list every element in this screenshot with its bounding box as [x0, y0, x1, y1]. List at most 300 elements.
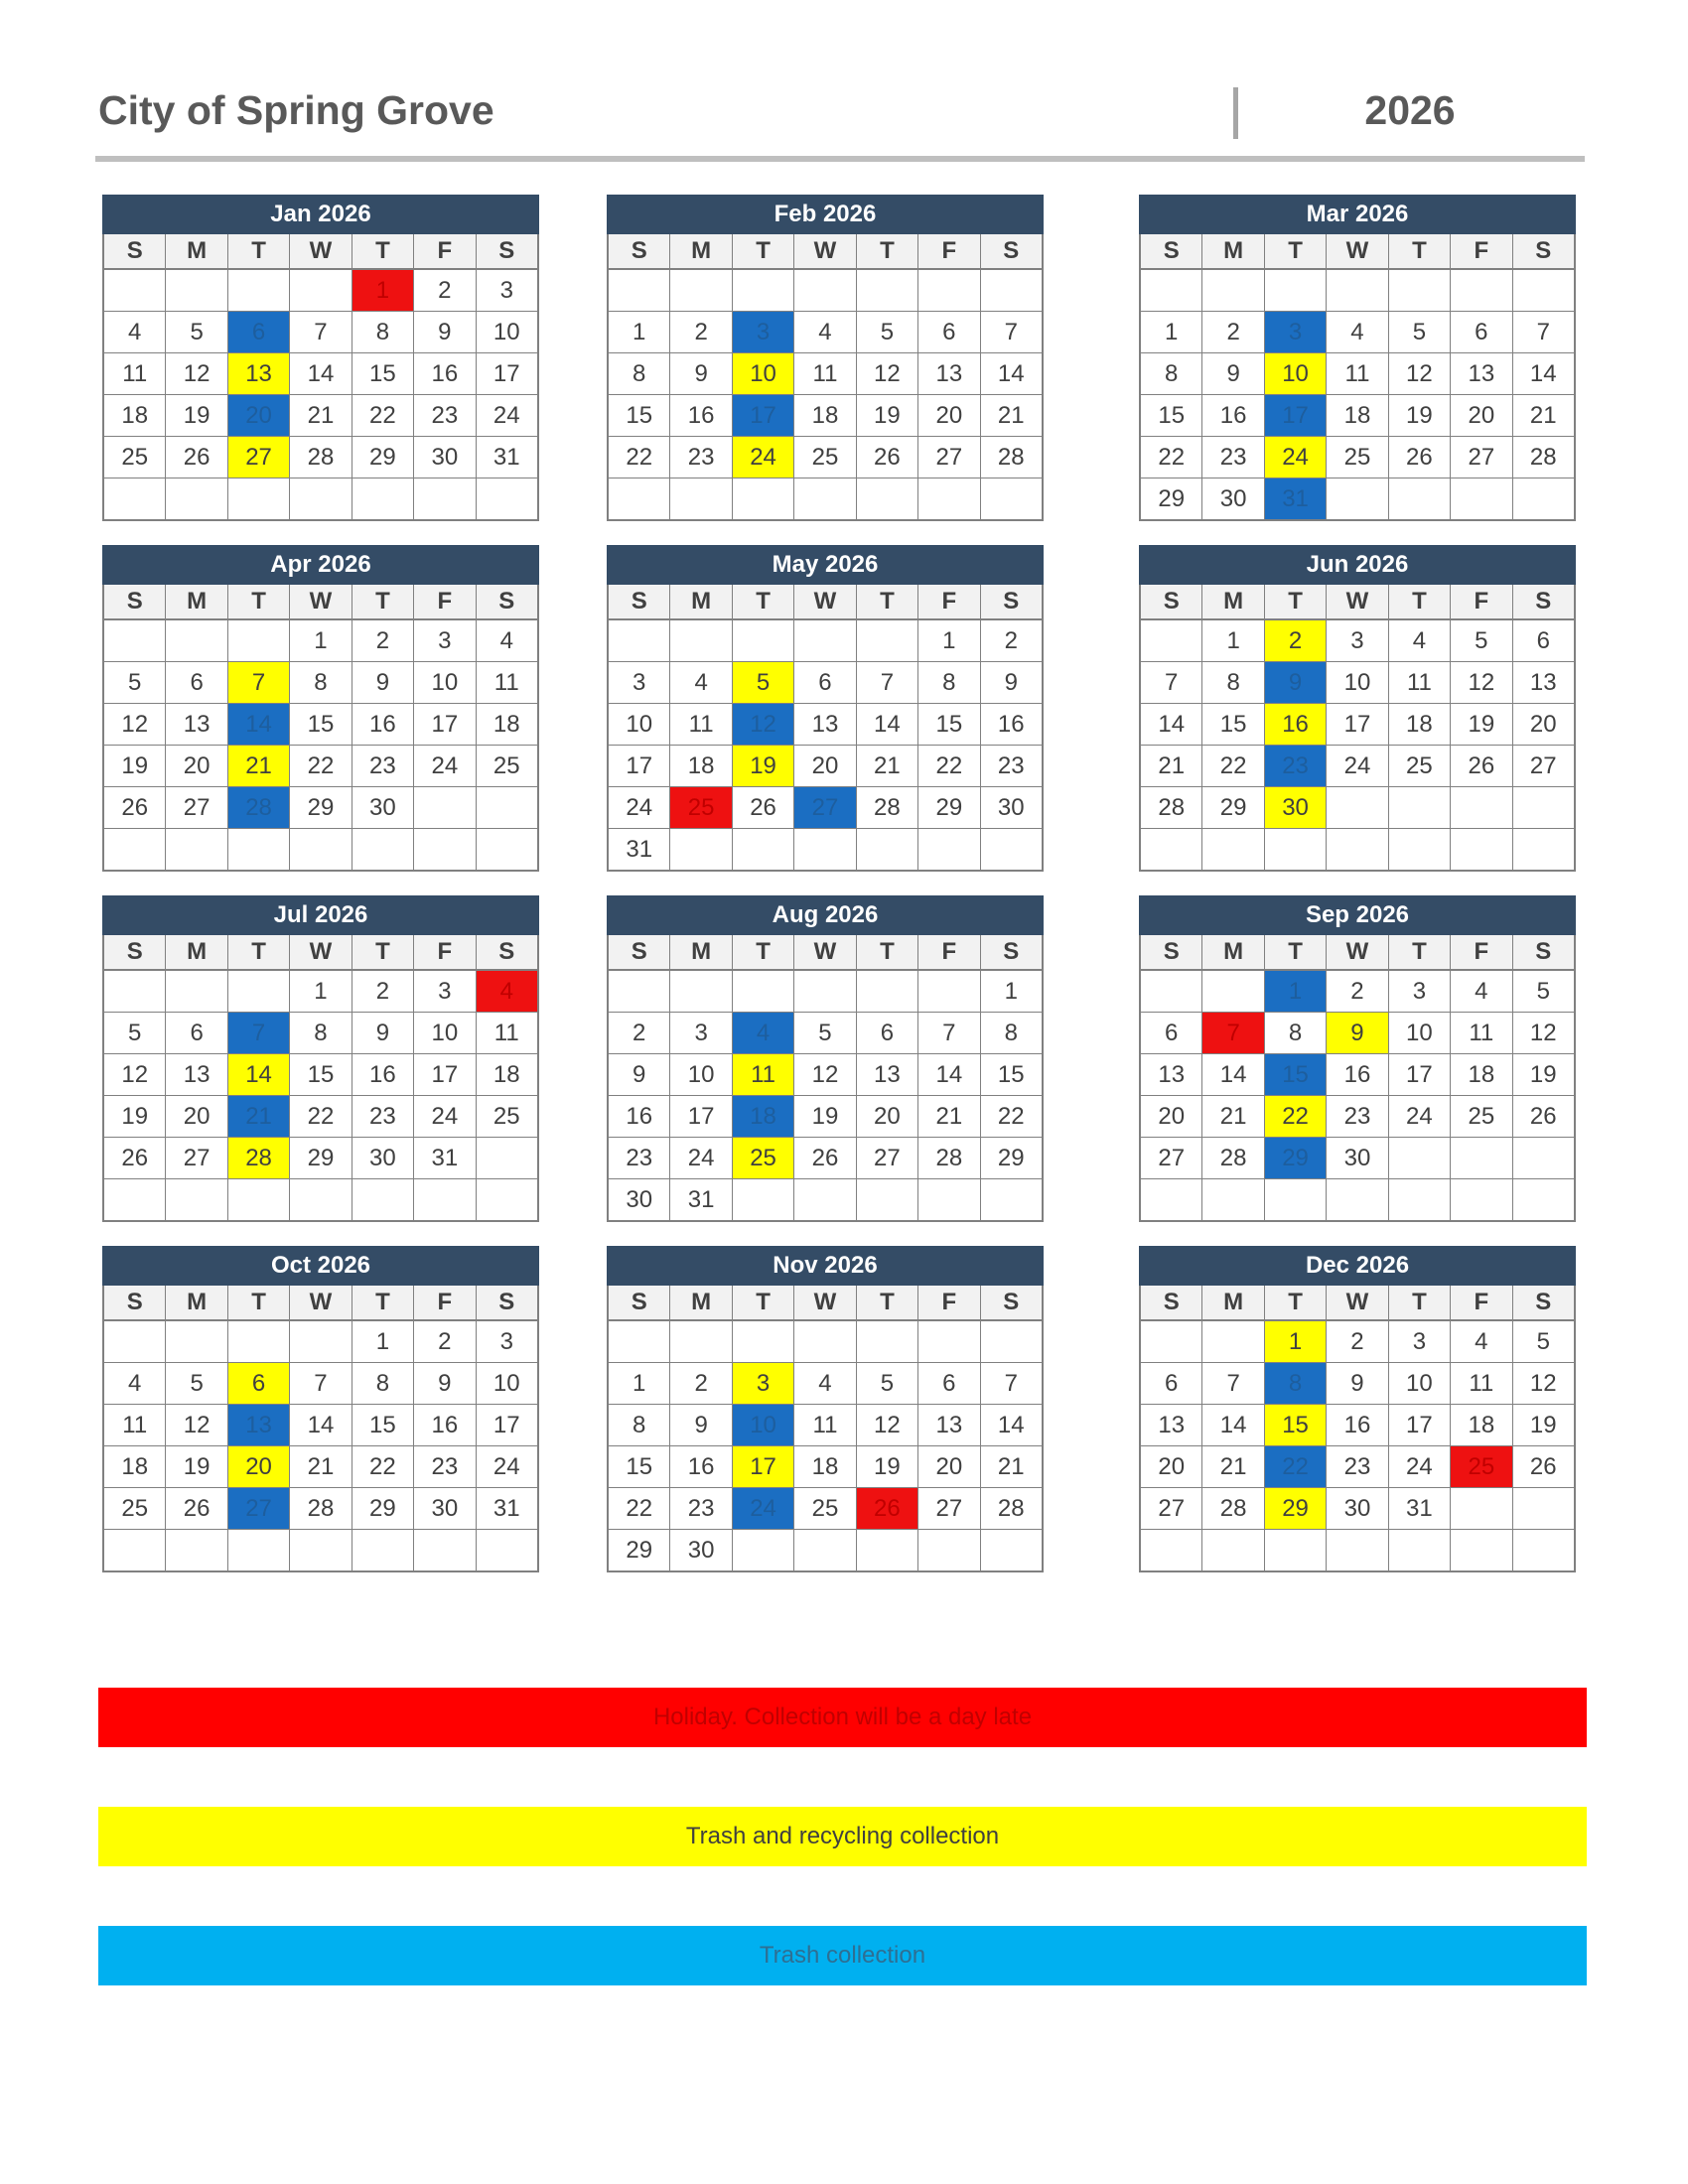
month-calendar	[607, 545, 1044, 872]
day-cell-trash: 6	[228, 312, 290, 352]
day-cell: 16	[670, 1446, 732, 1487]
weekday-label: F	[918, 935, 980, 969]
weekday-header-row	[104, 234, 537, 270]
day-cell: 19	[166, 395, 227, 436]
day-cell: 12	[857, 353, 918, 394]
day-cell: 19	[857, 395, 918, 436]
week-row	[1141, 971, 1574, 1013]
day-cell	[290, 270, 352, 311]
day-cell: 4	[1327, 312, 1388, 352]
week-row	[104, 971, 537, 1013]
day-cell: 4	[794, 312, 856, 352]
day-cell	[981, 1530, 1042, 1570]
day-cell: 1	[1141, 312, 1202, 352]
day-cell: 18	[492, 710, 520, 738]
week-row	[104, 312, 537, 353]
day-cell: 26	[104, 787, 166, 828]
day-cell: 16	[997, 710, 1025, 738]
day-cell: 2	[1327, 971, 1388, 1012]
day-cell-holiday: 26	[857, 1488, 918, 1529]
month-grid	[102, 234, 539, 521]
day-cell: 23	[997, 751, 1025, 779]
day-cell: 21	[1202, 1446, 1264, 1487]
day-cell: 18	[1451, 1405, 1512, 1445]
weekday-label: S	[1141, 234, 1202, 268]
day-cell	[290, 1179, 352, 1220]
week-row	[104, 620, 537, 662]
day-cell-recycle: 5	[733, 662, 794, 703]
day-cell	[228, 971, 290, 1012]
month-calendar	[102, 1246, 539, 1572]
day-cell: 16	[414, 353, 476, 394]
day-cell: 19	[1451, 704, 1512, 745]
day-cell	[918, 478, 980, 519]
day-cell: 5	[1451, 620, 1512, 661]
day-cell	[228, 270, 290, 311]
calendar-year: 2026	[1364, 87, 1456, 133]
day-cell: 9	[414, 312, 476, 352]
day-cell	[733, 829, 794, 870]
day-cell	[1513, 1179, 1574, 1220]
day-cell: 31	[1389, 1488, 1451, 1529]
day-cell: 4	[1451, 971, 1512, 1012]
day-cell: 31	[609, 829, 670, 870]
day-cell	[981, 1179, 1042, 1220]
day-cell-trash: 10	[733, 1405, 794, 1445]
weekday-label: W	[794, 1286, 856, 1319]
weekday-label: S	[1535, 237, 1552, 264]
day-cell: 18	[492, 1060, 520, 1088]
day-cell	[228, 478, 290, 519]
day-cell: 14	[1202, 1054, 1264, 1095]
day-cell: 1	[290, 971, 352, 1012]
weekday-header-row	[609, 935, 1042, 971]
day-cell: 7	[1202, 1363, 1264, 1404]
day-cell: 10	[414, 662, 476, 703]
day-cell: 2	[352, 971, 414, 1012]
day-cell: 14	[997, 359, 1025, 387]
day-cell	[1327, 1530, 1388, 1570]
month-title: Apr 2026	[102, 545, 539, 585]
month-grid	[607, 1286, 1044, 1572]
day-cell: 21	[857, 746, 918, 786]
day-cell: 14	[290, 1405, 352, 1445]
day-cell: 16	[352, 1054, 414, 1095]
day-cell: 25	[104, 437, 166, 478]
day-cell: 21	[1202, 1096, 1264, 1137]
week-row	[1141, 1488, 1574, 1530]
day-cell: 23	[352, 746, 414, 786]
day-cell	[857, 270, 918, 311]
day-cell: 15	[997, 1060, 1025, 1088]
week-row	[609, 662, 1042, 704]
day-cell-trash: 18	[733, 1096, 794, 1137]
day-cell: 27	[918, 437, 980, 478]
day-cell: 16	[352, 704, 414, 745]
week-row	[104, 662, 537, 704]
day-cell: 22	[609, 437, 670, 478]
day-cell: 23	[1202, 437, 1264, 478]
day-cell: 21	[290, 1446, 352, 1487]
day-cell-trash: 3	[733, 312, 794, 352]
day-cell: 29	[997, 1144, 1025, 1171]
week-row	[1141, 829, 1574, 870]
day-cell	[166, 1530, 227, 1570]
week-row	[1141, 270, 1574, 312]
day-cell	[794, 1321, 856, 1362]
weekday-label: T	[733, 585, 794, 618]
day-cell: 15	[609, 1446, 670, 1487]
week-row	[1141, 1013, 1574, 1054]
month-calendar	[607, 195, 1044, 521]
day-cell: 3	[670, 1013, 732, 1053]
weekday-label: T	[1265, 234, 1327, 268]
day-cell: 14	[290, 353, 352, 394]
day-cell	[981, 270, 1042, 311]
day-cell	[918, 1530, 980, 1570]
weekday-label: S	[104, 585, 166, 618]
day-cell: 29	[609, 1530, 670, 1570]
day-cell: 22	[1141, 437, 1202, 478]
weekday-label: S	[1141, 585, 1202, 618]
day-cell: 5	[1389, 312, 1451, 352]
month-calendar	[102, 195, 539, 521]
day-cell: 17	[1327, 704, 1388, 745]
day-cell: 29	[918, 787, 980, 828]
week-row	[104, 1138, 537, 1179]
day-cell	[794, 1530, 856, 1570]
month-calendar	[102, 895, 539, 1222]
day-cell: 27	[857, 1138, 918, 1178]
day-cell	[609, 971, 670, 1012]
weekday-label: M	[166, 935, 227, 969]
day-cell	[477, 829, 537, 870]
day-cell: 13	[1451, 353, 1512, 394]
month-grid	[102, 585, 539, 872]
day-cell: 20	[1529, 710, 1557, 738]
week-row	[609, 1138, 1042, 1179]
weekday-label: T	[352, 1286, 414, 1319]
weekday-label: F	[1451, 1286, 1512, 1319]
week-row	[104, 829, 537, 870]
weekday-label: M	[670, 1286, 732, 1319]
month-title: Sep 2026	[1139, 895, 1576, 935]
weekday-header-row	[104, 935, 537, 971]
weekday-label: T	[733, 1286, 794, 1319]
week-row	[1141, 704, 1574, 746]
day-cell	[1202, 1179, 1264, 1220]
day-cell: 8	[1202, 662, 1264, 703]
month-title: Oct 2026	[102, 1246, 539, 1286]
day-cell: 9	[1004, 668, 1018, 696]
header-divider	[1233, 87, 1238, 139]
day-cell-holiday: 25	[670, 787, 732, 828]
day-cell: 19	[1529, 1411, 1557, 1438]
day-cell	[1389, 787, 1451, 828]
day-cell	[104, 971, 166, 1012]
day-cell: 11	[493, 668, 519, 696]
day-cell: 11	[794, 1405, 856, 1445]
day-cell: 20	[1141, 1446, 1202, 1487]
day-cell-recycle: 6	[228, 1363, 290, 1404]
day-cell	[1513, 787, 1574, 828]
month-title: Jul 2026	[102, 895, 539, 935]
weekday-header-row	[609, 1286, 1042, 1321]
day-cell: 27	[1451, 437, 1512, 478]
day-cell: 20	[918, 395, 980, 436]
weekday-label: M	[166, 585, 227, 618]
day-cell-recycle: 2	[1265, 620, 1327, 661]
week-row	[1141, 1054, 1574, 1096]
day-cell: 1	[290, 620, 352, 661]
day-cell	[228, 1179, 290, 1220]
day-cell: 18	[794, 395, 856, 436]
day-cell: 13	[918, 1405, 980, 1445]
day-cell	[609, 1321, 670, 1362]
day-cell-holiday: 7	[1202, 1013, 1264, 1053]
week-row	[1141, 1096, 1574, 1138]
day-cell	[670, 1321, 732, 1362]
week-row	[609, 353, 1042, 395]
day-cell: 16	[1327, 1054, 1388, 1095]
month-calendar	[607, 895, 1044, 1222]
day-cell: 23	[1327, 1446, 1388, 1487]
day-cell	[104, 478, 166, 519]
day-cell: 6	[1536, 626, 1550, 654]
weekday-header-row	[1141, 234, 1574, 270]
day-cell	[733, 478, 794, 519]
day-cell: 26	[166, 437, 227, 478]
week-row	[104, 1013, 537, 1054]
day-cell-recycle: 19	[733, 746, 794, 786]
day-cell: 6	[857, 1013, 918, 1053]
day-cell: 1	[1004, 977, 1018, 1005]
day-cell-recycle: 9	[1327, 1013, 1388, 1053]
week-row	[1141, 1179, 1574, 1220]
day-cell-recycle: 10	[733, 353, 794, 394]
month-grid	[1139, 935, 1576, 1222]
day-cell: 1	[352, 1321, 414, 1362]
legend-recycling: Trash and recycling collection	[98, 1807, 1587, 1866]
week-row	[104, 353, 537, 395]
week-row	[1141, 437, 1574, 478]
day-cell: 6	[166, 1013, 227, 1053]
day-cell: 30	[609, 1179, 670, 1220]
day-cell: 8	[1141, 353, 1202, 394]
day-cell: 1	[918, 620, 980, 661]
day-cell: 30	[414, 1488, 476, 1529]
day-cell-trash: 27	[228, 1488, 290, 1529]
day-cell: 8	[1004, 1019, 1018, 1046]
day-cell-holiday: 25	[1451, 1446, 1512, 1487]
week-row	[609, 1446, 1042, 1488]
day-cell: 23	[414, 395, 476, 436]
day-cell: 8	[609, 353, 670, 394]
day-cell: 2	[609, 1013, 670, 1053]
day-cell: 4	[104, 312, 166, 352]
day-cell: 22	[352, 1446, 414, 1487]
day-cell	[918, 971, 980, 1012]
month-title: Jun 2026	[1139, 545, 1576, 585]
day-cell: 4	[670, 662, 732, 703]
day-cell: 2	[352, 620, 414, 661]
day-cell: 2	[1004, 626, 1018, 654]
day-cell	[104, 1179, 166, 1220]
month-title: Aug 2026	[607, 895, 1044, 935]
day-cell: 4	[1389, 620, 1451, 661]
weekday-label: M	[670, 234, 732, 268]
day-cell: 23	[352, 1096, 414, 1137]
day-cell: 25	[492, 1102, 520, 1130]
day-cell: 5	[1536, 977, 1550, 1005]
day-cell: 20	[166, 746, 227, 786]
day-cell	[414, 787, 476, 828]
week-row	[104, 1096, 537, 1138]
day-cell	[352, 1179, 414, 1220]
day-cell	[228, 1321, 290, 1362]
day-cell: 7	[857, 662, 918, 703]
day-cell	[414, 1179, 476, 1220]
day-cell	[857, 1530, 918, 1570]
day-cell: 11	[1451, 1363, 1512, 1404]
day-cell: 24	[1389, 1446, 1451, 1487]
weekday-label: T	[1389, 935, 1451, 969]
day-cell-trash: 12	[733, 704, 794, 745]
day-cell: 23	[670, 1488, 732, 1529]
day-cell	[794, 829, 856, 870]
day-cell	[1451, 829, 1512, 870]
day-cell-trash: 13	[228, 1405, 290, 1445]
day-cell: 9	[352, 1013, 414, 1053]
day-cell: 23	[414, 1446, 476, 1487]
day-cell	[733, 1530, 794, 1570]
day-cell: 11	[794, 353, 856, 394]
day-cell: 13	[166, 704, 227, 745]
day-cell: 13	[1529, 668, 1557, 696]
day-cell: 16	[1202, 395, 1264, 436]
day-cell: 30	[1202, 478, 1264, 519]
day-cell: 11	[1451, 1013, 1512, 1053]
week-row	[609, 746, 1042, 787]
day-cell	[1141, 829, 1202, 870]
day-cell: 26	[733, 787, 794, 828]
day-cell	[794, 270, 856, 311]
day-cell	[166, 270, 227, 311]
day-cell: 15	[352, 1405, 414, 1445]
day-cell: 13	[166, 1054, 227, 1095]
day-cell-trash: 31	[1265, 478, 1327, 519]
day-cell: 22	[290, 746, 352, 786]
day-cell	[1327, 829, 1388, 870]
day-cell	[352, 1530, 414, 1570]
week-row	[609, 1321, 1042, 1363]
day-cell	[1389, 829, 1451, 870]
day-cell: 21	[1141, 746, 1202, 786]
day-cell: 28	[1529, 443, 1557, 471]
day-cell: 23	[1327, 1096, 1388, 1137]
day-cell: 18	[1389, 704, 1451, 745]
day-cell: 7	[1004, 1369, 1018, 1397]
weekday-label: W	[1327, 585, 1388, 618]
day-cell	[918, 270, 980, 311]
weekday-label: M	[1202, 585, 1264, 618]
day-cell	[1265, 270, 1327, 311]
day-cell	[670, 829, 732, 870]
day-cell-recycle: 3	[733, 1363, 794, 1404]
weekday-label: S	[1535, 1289, 1552, 1315]
day-cell: 9	[670, 1405, 732, 1445]
day-cell-trash: 15	[1265, 1054, 1327, 1095]
day-cell: 21	[997, 401, 1025, 429]
week-row	[1141, 662, 1574, 704]
day-cell: 3	[1327, 620, 1388, 661]
day-cell	[1451, 478, 1512, 519]
day-cell: 10	[1389, 1013, 1451, 1053]
day-cell: 25	[794, 437, 856, 478]
day-cell: 7	[1536, 318, 1550, 345]
week-row	[104, 270, 537, 312]
week-row	[1141, 1530, 1574, 1570]
day-cell-recycle: 25	[733, 1138, 794, 1178]
day-cell: 17	[414, 704, 476, 745]
day-cell: 9	[1327, 1363, 1388, 1404]
day-cell: 11	[493, 1019, 519, 1046]
month-calendar	[1139, 545, 1576, 872]
day-cell-trash: 8	[1265, 1363, 1327, 1404]
day-cell: 30	[670, 1530, 732, 1570]
week-row	[609, 395, 1042, 437]
weekday-label: S	[498, 237, 515, 264]
day-cell	[1202, 270, 1264, 311]
day-cell	[352, 829, 414, 870]
day-cell	[166, 829, 227, 870]
day-cell	[1202, 971, 1264, 1012]
weekday-label: S	[1003, 237, 1020, 264]
day-cell: 20	[1451, 395, 1512, 436]
day-cell: 20	[166, 1096, 227, 1137]
week-row	[1141, 620, 1574, 662]
day-cell: 15	[1141, 395, 1202, 436]
day-cell	[352, 478, 414, 519]
day-cell	[1265, 1179, 1327, 1220]
day-cell: 9	[1202, 353, 1264, 394]
weekday-label: T	[857, 585, 918, 618]
day-cell: 26	[166, 1488, 227, 1529]
day-cell: 7	[290, 312, 352, 352]
day-cell	[1451, 270, 1512, 311]
day-cell: 29	[290, 1138, 352, 1178]
week-row	[609, 1179, 1042, 1220]
day-cell: 22	[609, 1488, 670, 1529]
day-cell: 10	[492, 318, 520, 345]
weekday-label: T	[857, 234, 918, 268]
weekday-label: T	[1265, 585, 1327, 618]
weekday-header-row	[609, 585, 1042, 620]
month-title: May 2026	[607, 545, 1044, 585]
day-cell: 23	[670, 437, 732, 478]
day-cell: 28	[290, 437, 352, 478]
day-cell	[1265, 1530, 1327, 1570]
month-calendar	[102, 545, 539, 872]
day-cell	[1513, 1530, 1574, 1570]
weekday-label: M	[166, 1286, 227, 1319]
day-cell: 12	[1451, 662, 1512, 703]
day-cell: 24	[492, 1452, 520, 1480]
weekday-header-row	[104, 1286, 537, 1321]
day-cell: 21	[918, 1096, 980, 1137]
weekday-label: T	[228, 1286, 290, 1319]
weekday-label: T	[1389, 1286, 1451, 1319]
